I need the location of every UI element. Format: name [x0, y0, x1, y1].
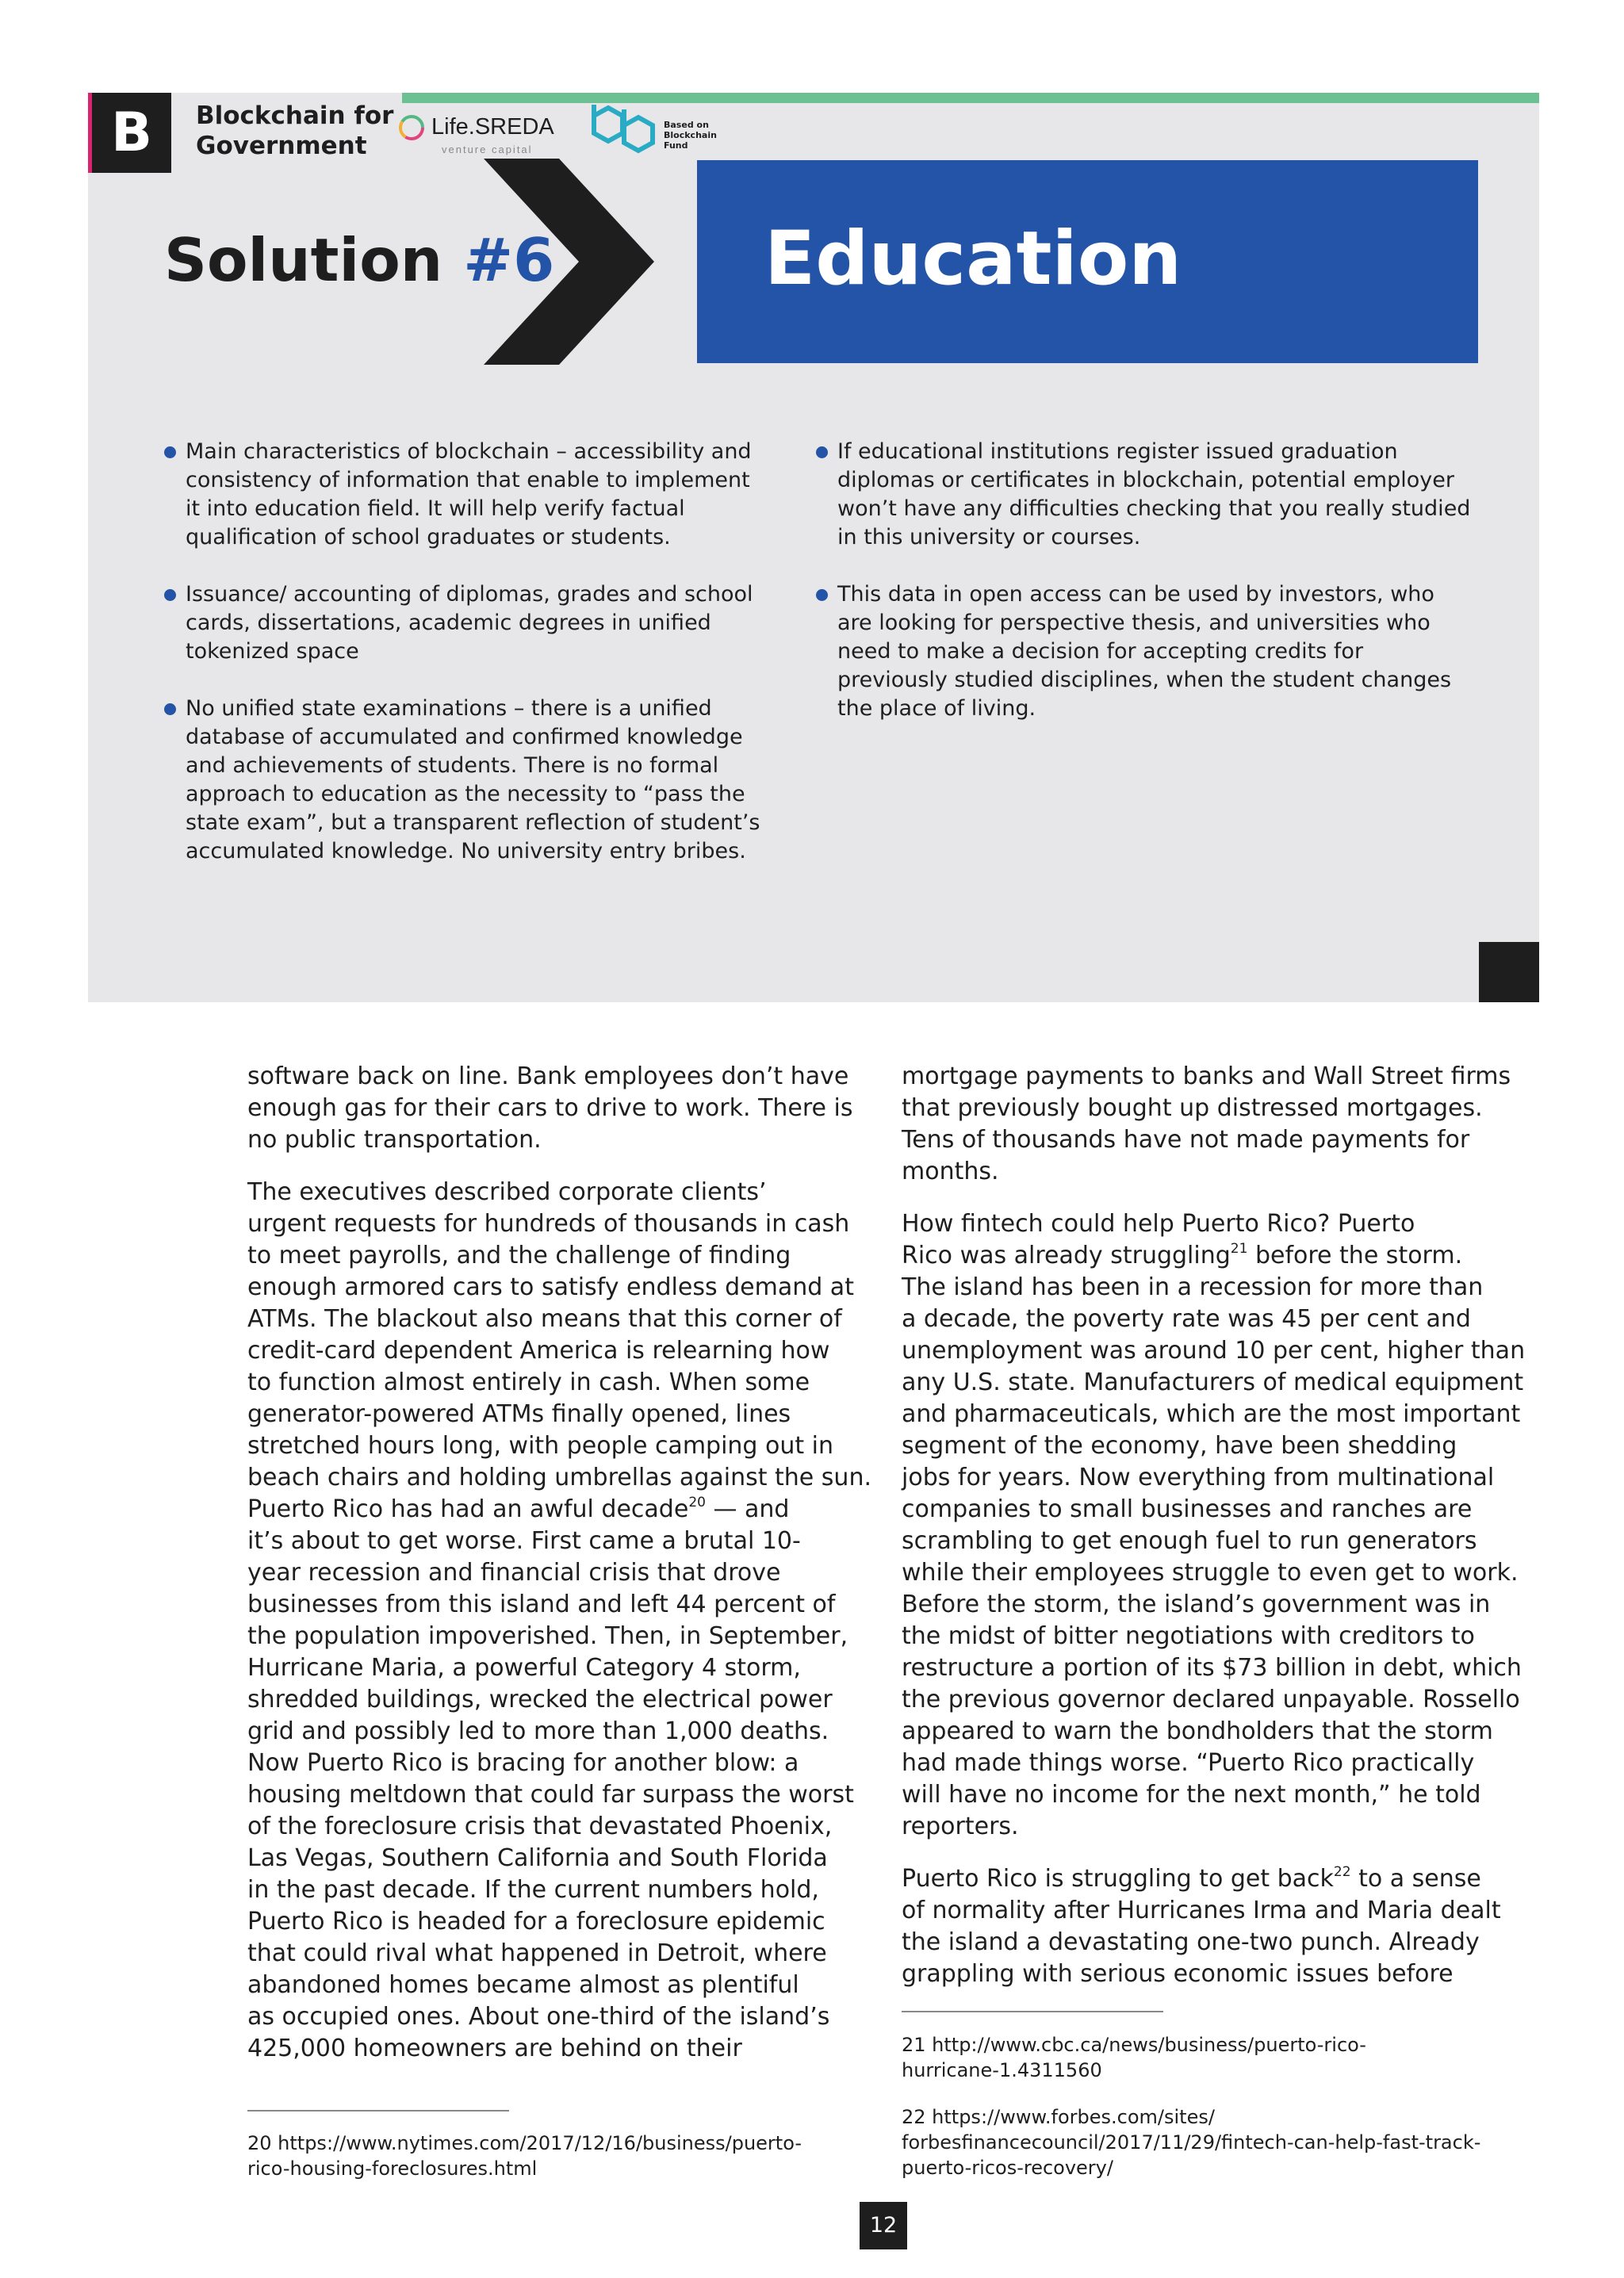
text-line: housing meltdown that could far surpass the worst	[247, 1781, 854, 1809]
text-line: the island a devastating one-two punch. Already	[902, 1928, 1480, 1956]
text-line: unemployment was around 10 per cent, higher than	[902, 1337, 1526, 1365]
topic-banner	[697, 160, 1478, 363]
text-line: any U.S. state. Manufacturers of medical equipment	[902, 1369, 1524, 1396]
bullet-list-left	[164, 438, 767, 894]
text-line: Hurricane Maria, a powerful Category 4 storm,	[247, 1654, 801, 1682]
text-line: credit-card dependent America is relearning how	[247, 1337, 830, 1365]
text-line: jobs for years. Now everything from multinational	[902, 1464, 1495, 1491]
text-line: ATMs. The blackout also means that this corner of	[247, 1305, 842, 1333]
list-item: If educational institutions register issued graduation diplomas or certificates in blockchain, potential employer won’t have any difficulties checking that you really studied in this university or courses.	[816, 438, 1474, 552]
text-line: segment of the economy, have been shedding	[902, 1432, 1457, 1460]
text-line: urgent requests for hundreds of thousands in cash	[247, 1210, 850, 1238]
footnote-divider-left	[247, 2110, 509, 2111]
text-fragment: to a sense	[1350, 1865, 1481, 1893]
text-line: of normality after Hurricanes Irma and Maria dealt	[902, 1897, 1501, 1924]
footnote-21[interactable]	[902, 2032, 1366, 2083]
lifesreda-logo	[398, 111, 569, 159]
paragraph	[902, 1208, 1525, 1843]
text-line: the population impoverished. Then, in September,	[247, 1622, 848, 1650]
text-line: and pharmaceuticals, which are the most important	[902, 1400, 1521, 1428]
publication-title-line2: Government	[196, 132, 367, 160]
text-line: as occupied ones. About one-third of the island’s	[247, 2003, 830, 2031]
solution-number: #6	[463, 225, 555, 295]
text-line: stretched hours long, with people camping out in	[247, 1432, 834, 1460]
publication-title-line1: Blockchain for	[196, 101, 394, 130]
paragraph	[902, 1061, 1525, 1188]
chevron-right-icon	[484, 159, 654, 365]
footnote-line: 21 http://www.cbc.ca/news/business/puerto-rico-	[902, 2034, 1366, 2056]
text-line: appeared to warn the bondholders that the storm	[902, 1717, 1493, 1745]
publication-title	[196, 101, 393, 161]
bullet-list-right	[816, 438, 1474, 752]
list-item: Main characteristics of blockchain – accessibility and consistency of information that enable to implement it into education field. It will help verify factual qualification of school graduates or students.	[164, 438, 767, 552]
text-line	[247, 1494, 871, 1526]
text-line: year recession and financial crisis that drove	[247, 1559, 781, 1587]
text-line: grappling with serious economic issues before	[902, 1960, 1454, 1988]
text-line: shredded buildings, wrecked the electrical power	[247, 1686, 833, 1713]
bb-fund-line2: Blockchain	[664, 130, 717, 140]
header-accent-bar	[402, 93, 1539, 103]
footnote-line: hurricane-1.4311560	[902, 2059, 1102, 2081]
text-line: reporters.	[902, 1813, 1019, 1840]
text-line: a decade, the poverty rate was 45 per cent and	[902, 1305, 1471, 1333]
bb-fund-line3: Fund	[664, 140, 688, 151]
paragraph	[247, 1061, 871, 1156]
footnote-line: rico-housing-foreclosures.html	[247, 2157, 538, 2180]
solution-label: Solution	[164, 225, 443, 295]
body-column-left	[247, 1061, 871, 2085]
text-line: the midst of bitter negotiations with creditors to	[902, 1622, 1475, 1650]
footnote-ref-21[interactable]: 21	[1230, 1241, 1248, 1257]
footnote-line: 22 https://www.forbes.com/sites/	[902, 2106, 1215, 2128]
text-line: restructure a portion of its $73 billion in debt, which	[902, 1654, 1522, 1682]
text-line: enough armored cars to satisfy endless demand at	[247, 1273, 854, 1301]
footnote-22[interactable]	[902, 2104, 1480, 2180]
text-line: to meet payrolls, and the challenge of finding	[247, 1242, 791, 1269]
text-line: Before the storm, the island’s government was in	[902, 1591, 1491, 1618]
bb-fund-text	[664, 120, 717, 151]
text-line: of the foreclosure crisis that devastated Phoenix,	[247, 1813, 833, 1840]
bb-fund-line1: Based on	[664, 120, 709, 130]
list-item: Issuance/ accounting of diplomas, grades and school cards, dissertations, academic degrees in unified tokenized space	[164, 580, 767, 666]
bb-fund-logo	[591, 101, 741, 159]
text-line: Tens of thousands have not made payments for	[902, 1126, 1470, 1154]
list-item: This data in open access can be used by investors, who are looking for perspective thesis, and universities who need to make a decision for accepting credits for previously studied disciplines, when the student changes the place of living.	[816, 580, 1474, 723]
panel-corner-square	[1479, 942, 1539, 1002]
text-line: beach chairs and holding umbrellas against the sun.	[247, 1464, 871, 1491]
lifesreda-ring-icon	[398, 114, 425, 141]
text-fragment: Puerto Rico is struggling to get back	[902, 1865, 1334, 1893]
text-line: The executives described corporate clients’	[247, 1178, 767, 1206]
footnote-line: puerto-ricos-recovery/	[902, 2157, 1113, 2179]
text-line: scrambling to get enough fuel to run generators	[902, 1527, 1477, 1555]
text-line: Las Vegas, Southern California and South Florida	[247, 1844, 828, 1872]
text-line: in the past decade. If the current numbers hold,	[247, 1876, 819, 1904]
text-line: while their employees struggle to even get to work.	[902, 1559, 1519, 1587]
text-line: will have no income for the next month,” he told	[902, 1781, 1481, 1809]
text-line: Now Puerto Rico is bracing for another blow: a	[247, 1749, 799, 1777]
bb-hexagon-icon	[591, 101, 661, 159]
text-line: months.	[902, 1158, 999, 1185]
footnote-20[interactable]	[247, 2131, 802, 2181]
text-line: businesses from this island and left 44 percent of	[247, 1591, 836, 1618]
text-fragment: — and	[705, 1495, 790, 1523]
footnote-divider-right	[902, 2011, 1163, 2012]
text-line: grid and possibly led to more than 1,000 deaths.	[247, 1717, 829, 1745]
text-line: generator-powered ATMs finally opened, lines	[247, 1400, 791, 1428]
text-line	[902, 1863, 1525, 1895]
text-line: no public transportation.	[247, 1126, 542, 1154]
paragraph	[902, 1863, 1525, 1990]
text-line	[902, 1240, 1525, 1272]
text-line: that could rival what happened in Detroit, where	[247, 1939, 827, 1967]
text-line: mortgage payments to banks and Wall Street firms	[902, 1062, 1511, 1090]
text-line: it’s about to get worse. First came a brutal 10-	[247, 1527, 801, 1555]
paragraph	[247, 1177, 871, 2065]
text-line: the previous governor declared unpayable. Rossello	[902, 1686, 1520, 1713]
topic-title: Education	[764, 216, 1182, 302]
lifesreda-name: Life.SREDA	[431, 114, 554, 140]
text-line: The island has been in a recession for more than	[902, 1273, 1484, 1301]
text-line: software back on line. Bank employees don’t have	[247, 1062, 849, 1090]
text-fragment: before the storm.	[1247, 1242, 1463, 1269]
text-line: companies to small businesses and ranches are	[902, 1495, 1473, 1523]
page-number: 12	[860, 2202, 907, 2249]
footnote-ref-20[interactable]: 20	[688, 1495, 706, 1510]
lifesreda-subtitle: venture capital	[442, 144, 533, 155]
text-line: abandoned homes became almost as plentiful	[247, 1971, 799, 1999]
text-line: had made things worse. “Puerto Rico practically	[902, 1749, 1475, 1777]
text-line: enough gas for their cars to drive to work. There is	[247, 1094, 853, 1122]
text-fragment: Rico was already struggling	[902, 1242, 1231, 1269]
text-fragment: Puerto Rico has had an awful decade	[247, 1495, 689, 1523]
publisher-badge: B	[88, 93, 171, 173]
body-column-right	[902, 1061, 1525, 2011]
footnote-ref-22[interactable]: 22	[1333, 1864, 1351, 1880]
text-line: Puerto Rico is headed for a foreclosure epidemic	[247, 1908, 825, 1935]
text-line: How fintech could help Puerto Rico? Puerto	[902, 1210, 1415, 1238]
list-item: No unified state examinations – there is a unified database of accumulated and confirmed knowledge and achievements of students. There is no formal approach to education as the necessity to “pass the state exam”, but a transparent reflection of student’s accumulated knowledge. No university entry bribes.	[164, 695, 767, 866]
footnote-line: forbesfinancecouncil/2017/11/29/fintech-can-help-fast-track-	[902, 2131, 1481, 2154]
footnote-line: 20 https://www.nytimes.com/2017/12/16/business/puerto-	[247, 2132, 802, 2154]
text-line: that previously bought up distressed mortgages.	[902, 1094, 1483, 1122]
text-line: to function almost entirely in cash. When some	[247, 1369, 810, 1396]
text-line: 425,000 homeowners are behind on their	[247, 2035, 742, 2062]
